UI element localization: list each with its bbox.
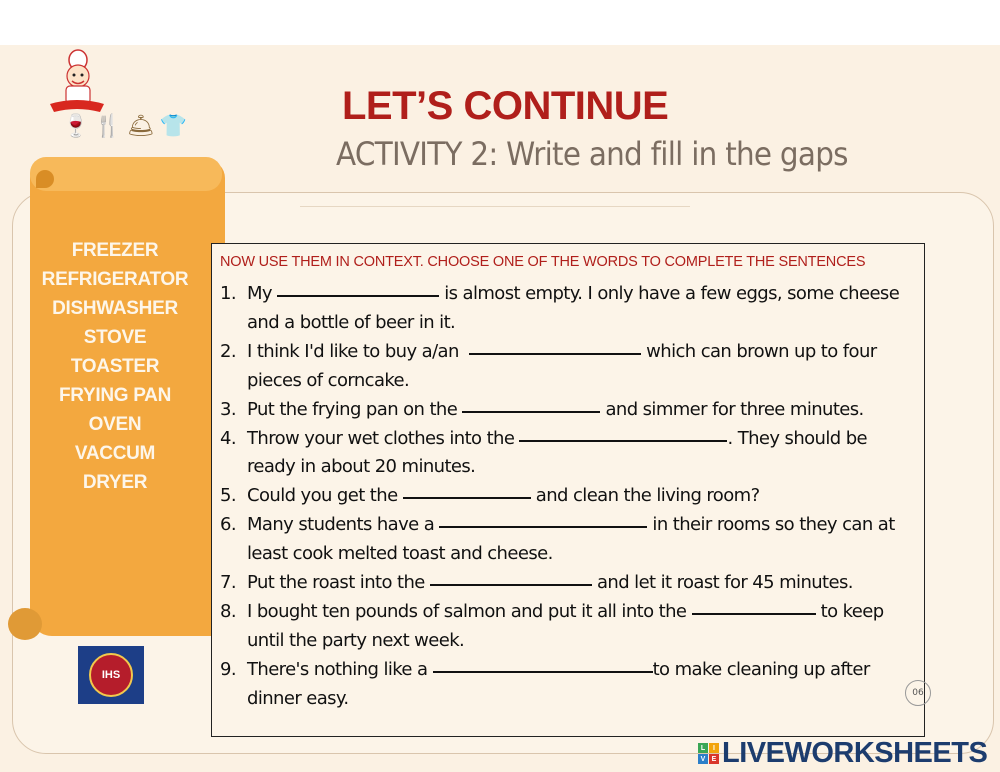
answer-blank[interactable] bbox=[430, 569, 592, 586]
fork-knife-icon: 🍴 bbox=[94, 114, 122, 139]
chef-logo-icon bbox=[48, 48, 106, 118]
sentence-5 bbox=[220, 482, 920, 511]
sentence-continuation: and a bottle of beer in it. bbox=[247, 311, 456, 333]
sentence-number: 1. bbox=[220, 283, 236, 304]
word-bank-item: DISHWASHER bbox=[52, 298, 178, 319]
word-bank-item: REFRIGERATOR bbox=[41, 269, 189, 290]
answer-blank[interactable] bbox=[403, 482, 531, 499]
sentence-8 bbox=[220, 598, 920, 627]
sentence-text-after: is almost empty. I only have a few eggs, some cheese bbox=[439, 283, 900, 304]
word-bank-item: VACCUM bbox=[74, 443, 156, 464]
word-bank-item: FRYING PAN bbox=[58, 385, 172, 406]
word-bank-item: OVEN bbox=[88, 414, 142, 435]
word-bank-item: DRYER bbox=[82, 472, 148, 493]
sentence-text-before: There's nothing like a bbox=[247, 658, 433, 680]
sentence-9 bbox=[220, 656, 920, 685]
sentence-number: 8. bbox=[220, 600, 236, 622]
answer-blank[interactable] bbox=[433, 656, 653, 673]
sentence-list bbox=[220, 280, 920, 714]
brand-cube: V bbox=[698, 754, 708, 764]
sentence-text-after: . They should be bbox=[727, 427, 868, 449]
sentence-text-before: Many students have a bbox=[247, 514, 440, 536]
answer-blank[interactable] bbox=[462, 396, 600, 413]
brand-cubes-icon bbox=[698, 743, 719, 764]
word-bank-item: FREEZER bbox=[71, 240, 159, 261]
answer-blank[interactable] bbox=[277, 280, 439, 297]
sentence-text-after: and clean the living room? bbox=[530, 485, 760, 507]
sentence-3 bbox=[220, 396, 920, 425]
sentence-2 bbox=[220, 338, 920, 367]
brand-cube: E bbox=[709, 754, 719, 764]
scroll-top-roll bbox=[30, 157, 222, 191]
answer-blank[interactable] bbox=[519, 425, 727, 442]
word-bank bbox=[30, 236, 200, 497]
page-title: LET’S CONTINUE bbox=[342, 84, 669, 128]
sentence-continuation: pieces of corncake. bbox=[247, 369, 410, 391]
school-badge-emblem: IHS bbox=[89, 653, 133, 697]
instruction-text: NOW USE THEM IN CONTEXT. CHOOSE ONE OF THE WORDS TO COMPLETE THE SENTENCES bbox=[220, 254, 866, 270]
sentence-continuation: least cook melted toast and cheese. bbox=[247, 543, 553, 565]
brand-cube: L bbox=[698, 743, 708, 753]
cloche-icon: 🛎 bbox=[126, 114, 155, 139]
sentence-text-before: Put the roast into the bbox=[247, 572, 430, 594]
sentence-continuation: ready in about 20 minutes. bbox=[247, 456, 476, 478]
sentence-number: 4. bbox=[220, 427, 236, 449]
sentence-continuation: until the party next week. bbox=[247, 629, 465, 651]
wine-glass-icon: 🍷 bbox=[62, 114, 90, 139]
sentence-text-after: which can brown up to four bbox=[641, 340, 877, 362]
sentence-text-before: My bbox=[247, 283, 278, 304]
sentence-number: 7. bbox=[220, 572, 236, 594]
answer-blank[interactable] bbox=[439, 511, 647, 528]
sentence-text-after: in their rooms so they can at bbox=[647, 514, 895, 536]
sentence-text-after: and let it roast for 45 minutes. bbox=[591, 572, 853, 594]
sentence-7 bbox=[220, 569, 920, 598]
sentence-number: 2. bbox=[220, 340, 236, 362]
sentence-number: 3. bbox=[220, 398, 236, 420]
answer-blank[interactable] bbox=[469, 338, 641, 355]
school-badge bbox=[78, 646, 144, 704]
brand-cube: I bbox=[709, 743, 719, 753]
divider bbox=[300, 206, 690, 207]
activity-subtitle: ACTIVITY 2: Write and fill in the gaps bbox=[336, 135, 848, 173]
sentence-text-before: I bought ten pounds of salmon and put it all into the bbox=[247, 600, 692, 622]
sentence-text-before: Throw your wet clothes into the bbox=[247, 427, 520, 449]
chef-coat-icon: 👕 bbox=[159, 114, 188, 139]
restaurant-icons bbox=[62, 114, 187, 139]
sentence-6 bbox=[220, 511, 920, 540]
sentence-text-before: I think I'd like to buy a/an bbox=[247, 340, 470, 362]
word-bank-item: TOASTER bbox=[70, 356, 160, 377]
sentence-number: 5. bbox=[220, 485, 236, 507]
page-number: 06 bbox=[905, 680, 931, 706]
sentence-text-after: and simmer for three minutes. bbox=[600, 398, 864, 420]
scroll-curl-top bbox=[36, 170, 54, 188]
answer-blank[interactable] bbox=[692, 598, 816, 615]
scroll-curl-bottom bbox=[8, 608, 42, 640]
sentence-1 bbox=[220, 280, 920, 309]
sentence-number: 9. bbox=[220, 658, 236, 680]
sentence-text-after: to make cleaning up after bbox=[652, 658, 870, 680]
sentence-continuation: dinner easy. bbox=[247, 687, 349, 709]
sentence-number: 6. bbox=[220, 514, 236, 536]
word-bank-item: STOVE bbox=[83, 327, 147, 348]
sentence-text-before: Put the frying pan on the bbox=[247, 398, 463, 420]
liveworksheets-logo[interactable] bbox=[698, 737, 987, 770]
brand-text: LIVEWORKSHEETS bbox=[722, 737, 988, 769]
sentence-text-after: to keep bbox=[815, 600, 884, 622]
sentence-text-before: Could you get the bbox=[247, 485, 403, 507]
sentence-4 bbox=[220, 425, 920, 454]
